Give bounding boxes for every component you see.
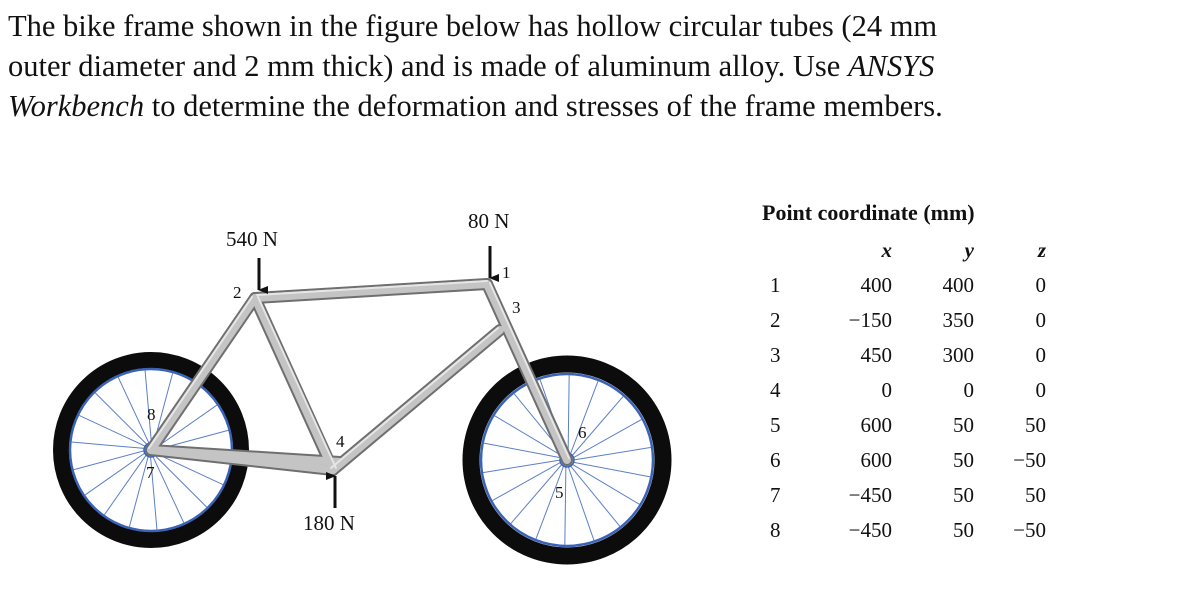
- point-y: 50: [953, 413, 974, 437]
- problem-line-2: [8, 46, 1193, 86]
- point-id: 2: [770, 308, 781, 332]
- point-y: 50: [953, 518, 974, 542]
- header-z: z: [1037, 238, 1046, 262]
- coord-table-title: Point coordinate (mm): [762, 200, 975, 225]
- bike-frame-figure: [0, 195, 720, 595]
- point-x: 450: [860, 343, 892, 367]
- node-label-5: 5: [555, 483, 564, 502]
- point-z: 0: [1035, 308, 1046, 332]
- table-row: [762, 308, 1062, 343]
- point-id: 6: [770, 448, 781, 472]
- point-x: −450: [848, 483, 892, 507]
- spoke: [568, 375, 569, 456]
- problem-text-3: to determine the deformation and stresses of the frame members.: [144, 89, 943, 123]
- table-row: [762, 273, 1062, 308]
- node-label-7: 7: [146, 463, 155, 482]
- point-coordinate-table: [762, 200, 1062, 553]
- problem-line-1: [8, 6, 1193, 46]
- problem-text-2: outer diameter and 2 mm thick) and is made of aluminum alloy. Use: [8, 49, 848, 83]
- point-z: 0: [1035, 343, 1046, 367]
- point-x: 400: [860, 273, 892, 297]
- point-y: 400: [942, 273, 974, 297]
- spoke: [71, 442, 147, 449]
- problem-statement: [8, 6, 1193, 126]
- spoke: [484, 443, 564, 458]
- node-label-2: 2: [233, 283, 242, 302]
- point-z: 0: [1035, 273, 1046, 297]
- point-y: 50: [953, 448, 974, 472]
- problem-line-3: [8, 86, 1193, 126]
- point-id: 8: [770, 518, 781, 542]
- point-y: 0: [963, 378, 974, 402]
- point-z: −50: [1013, 448, 1046, 472]
- point-x: 600: [860, 413, 892, 437]
- table-row: [762, 483, 1062, 518]
- point-z: −50: [1013, 518, 1046, 542]
- node-label-3: 3: [512, 298, 521, 317]
- node-label-1: 1: [502, 263, 511, 282]
- point-id: 7: [770, 483, 781, 507]
- point-z: 50: [1025, 413, 1046, 437]
- point-id: 5: [770, 413, 781, 437]
- spoke: [79, 415, 148, 447]
- header-y: y: [964, 238, 974, 262]
- node-label-8: 8: [147, 405, 156, 424]
- spoke: [565, 464, 566, 545]
- table-row: [762, 413, 1062, 448]
- point-id: 3: [770, 343, 781, 367]
- header-x: x: [881, 238, 892, 262]
- table-row: [762, 378, 1062, 413]
- point-y: 300: [942, 343, 974, 367]
- point-id: 4: [770, 378, 781, 402]
- load-80-label: 80 N: [468, 209, 510, 233]
- spoke: [569, 464, 620, 527]
- node-label-4: 4: [336, 432, 345, 451]
- point-x: −450: [848, 518, 892, 542]
- spoke: [571, 447, 651, 460]
- node-label-6: 6: [578, 423, 587, 442]
- spoke: [153, 453, 207, 507]
- load-540-label: 540 N: [226, 227, 278, 251]
- load-180-label: 180 N: [303, 511, 355, 535]
- point-x: 0: [881, 378, 892, 402]
- software-name: ANSYS: [847, 49, 935, 83]
- coord-table-header: [762, 238, 1062, 273]
- spoke: [483, 460, 563, 473]
- point-x: 600: [860, 448, 892, 472]
- spoke: [570, 463, 640, 504]
- point-y: 50: [953, 483, 974, 507]
- software-module: Workbench: [8, 89, 145, 123]
- table-row: [762, 448, 1062, 483]
- point-x: −150: [848, 308, 892, 332]
- point-y: 350: [942, 308, 974, 332]
- spoke: [571, 462, 651, 477]
- point-z: 0: [1035, 378, 1046, 402]
- spoke: [569, 381, 598, 457]
- problem-text-1: The bike frame shown in the figure below has hollow circular tubes (24 mm: [8, 9, 938, 43]
- point-id: 1: [770, 273, 781, 297]
- point-z: 50: [1025, 483, 1046, 507]
- table-row: [762, 518, 1062, 553]
- spoke: [95, 393, 149, 447]
- table-row: [762, 343, 1062, 378]
